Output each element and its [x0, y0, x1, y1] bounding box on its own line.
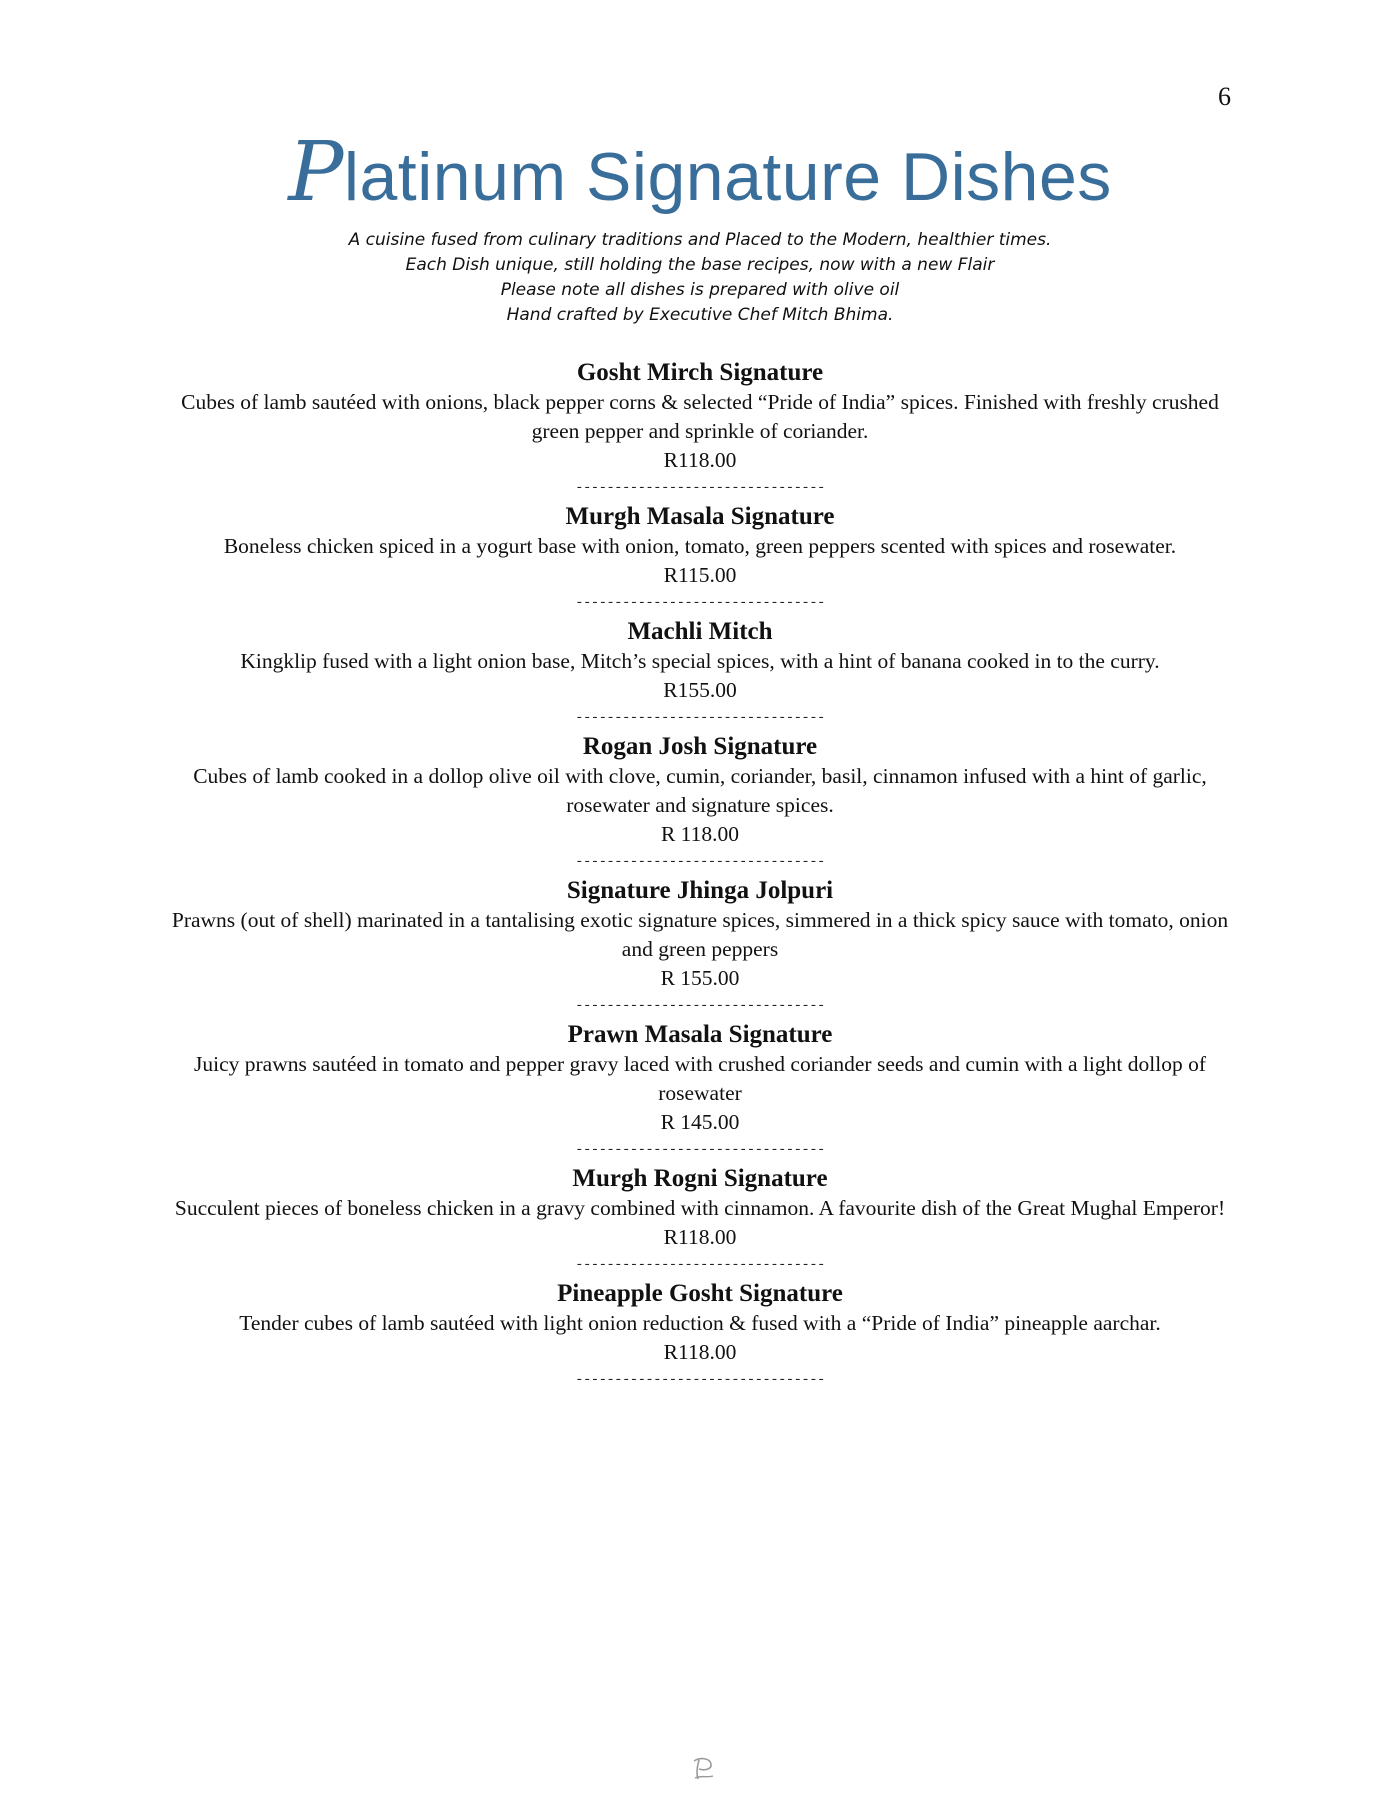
intro-line: Each Dish unique, still holding the base recipes, now with a new Flair	[405, 255, 995, 275]
dish-divider: --------------------------------	[575, 1142, 825, 1158]
dish-divider: --------------------------------	[575, 480, 825, 496]
dish-item	[160, 358, 1240, 502]
dish-description: Boneless chicken spiced in a yogurt base with onion, tomato, green peppers scented with spices and rosewater.	[223, 534, 1177, 558]
dish-name: Murgh Masala Signature	[565, 503, 835, 530]
dish-name: Murgh Rogni Signature	[572, 1165, 828, 1192]
dish-list	[160, 358, 1240, 1394]
dish-item	[160, 617, 1240, 732]
page-title	[0, 125, 1400, 220]
dish-divider: --------------------------------	[575, 1257, 825, 1273]
dish-description: Succulent pieces of boneless chicken in a gravy combined with cinnamon. A favourite dish of the Great Mughal Emperor!	[174, 1196, 1226, 1220]
dish-item	[160, 732, 1240, 876]
intro-line: A cuisine fused from culinary traditions and Placed to the Modern, healthier times.	[348, 230, 1052, 250]
dish-price: R155.00	[663, 678, 737, 702]
dish-divider: --------------------------------	[575, 854, 825, 870]
dish-price: R 118.00	[660, 822, 740, 846]
dish-description: Cubes of lamb sautéed with onions, black pepper corns & selected “Pride of India” spices. Finished with freshly crushed green pepper and sprinkle of coriander.	[181, 390, 1219, 443]
title-decorative-initial: P	[288, 125, 344, 220]
intro-line: Please note all dishes is prepared with olive oil	[500, 280, 900, 300]
dish-divider: --------------------------------	[575, 595, 825, 611]
dish-price: R 145.00	[660, 1110, 740, 1134]
dish-item	[160, 1164, 1240, 1279]
intro-text	[0, 228, 1400, 328]
dish-description: Cubes of lamb cooked in a dollop olive oil with clove, cumin, coriander, basil, cinnamon infused with a hint of garlic, rosewater and signature spices.	[193, 764, 1207, 817]
dish-name: Gosht Mirch Signature	[576, 359, 824, 386]
dish-price: R118.00	[663, 448, 737, 472]
dish-name: Prawn Masala Signature	[567, 1021, 833, 1048]
dish-name: Pineapple Gosht Signature	[557, 1280, 843, 1307]
dish-item	[160, 1279, 1240, 1394]
dish-name: Signature Jhinga Jolpuri	[566, 877, 834, 904]
dish-item	[160, 876, 1240, 1020]
dish-name: Machli Mitch	[627, 618, 773, 645]
dish-price: R115.00	[663, 563, 737, 587]
dish-description: Kingklip fused with a light onion base, Mitch’s special spices, with a hint of banana cooked in to the curry.	[240, 649, 1160, 673]
dish-price: R118.00	[663, 1340, 737, 1364]
page-number: 6	[1218, 82, 1231, 111]
dish-price: R 155.00	[660, 966, 740, 990]
title-text: latinum Signature Dishes	[343, 139, 1112, 215]
dish-item	[160, 502, 1240, 617]
dish-name: Rogan Josh Signature	[582, 733, 818, 760]
dish-description: Prawns (out of shell) marinated in a tantalising exotic signature spices, simmered in a thick spicy sauce with tomato, onion and green peppers	[171, 908, 1229, 961]
dish-divider: --------------------------------	[575, 998, 825, 1014]
dish-price: R118.00	[663, 1225, 737, 1249]
dish-divider: --------------------------------	[575, 710, 825, 726]
dish-divider: --------------------------------	[575, 1372, 825, 1388]
dish-description: Juicy prawns sautéed in tomato and pepper gravy laced with crushed coriander seeds and cumin with a light dollop of rosewater	[193, 1052, 1206, 1105]
footer-logo-icon	[686, 1752, 720, 1786]
intro-line: Hand crafted by Executive Chef Mitch Bhima.	[506, 305, 894, 325]
dish-description: Tender cubes of lamb sautéed with light onion reduction & fused with a “Pride of India” pineapple aarchar.	[239, 1311, 1161, 1335]
dish-item	[160, 1020, 1240, 1164]
